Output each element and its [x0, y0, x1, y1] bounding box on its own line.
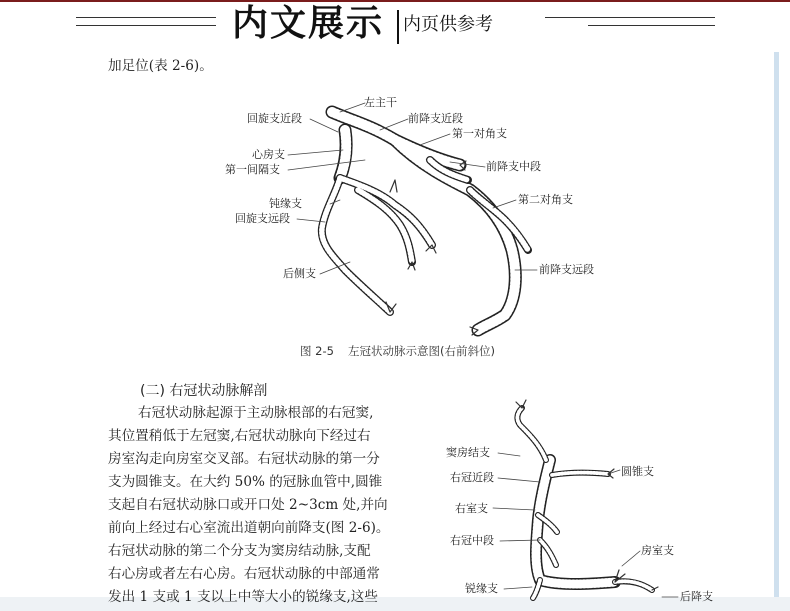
label-rca-middle: 右冠中段 [450, 534, 494, 547]
label-conus: 圆锥支 [621, 465, 654, 478]
label-left-main: 左主干 [364, 96, 397, 109]
body-line: 右冠状动脉起源于主动脉根部的右冠窦, [138, 405, 374, 421]
label-rca-proximal: 右冠近段 [450, 471, 494, 484]
top-text-line: 加足位(表 2-6)。 [108, 58, 213, 74]
label-circumflex-proximal: 回旋支近段 [247, 112, 302, 125]
body-line: 支为圆锥支。在大约 50% 的冠脉血管中,圆锥 [108, 474, 383, 490]
figure1-caption-text: 左冠状动脉示意图(右前斜位) [347, 344, 495, 358]
body-line: 发出 1 支或 1 支以上中等大小的锐缘支,这些 [108, 589, 378, 605]
header-title: 内文展示 [232, 3, 385, 44]
label-first-diagonal: 第一对角支 [452, 127, 507, 140]
section-heading: (二) 右冠状动脉解剖 [140, 383, 268, 399]
label-posterior-desc: 后降支 [680, 590, 713, 603]
label-left-atrial: 心房支 [252, 148, 285, 161]
figure1-caption-number: 图 2-5 [300, 344, 334, 358]
label-lad-middle: 前降支中段 [486, 160, 541, 173]
label-rv-branch: 右室支 [455, 502, 488, 515]
label-posterolateral: 后侧支 [283, 267, 316, 280]
label-circumflex-distal: 回旋支远段 [235, 212, 290, 225]
label-av-node: 房室支 [641, 544, 674, 557]
label-lad-proximal: 前降支近段 [408, 112, 463, 125]
label-second-diagonal: 第二对角支 [518, 193, 573, 206]
label-acute-marginal: 锐缘支 [465, 582, 498, 595]
label-obtuse-marginal: 钝缘支 [269, 197, 302, 210]
body-line: 其位置稍低于左冠窦,右冠状动脉向下经过右 [108, 428, 371, 444]
body-line: 右冠状动脉的第二个分支为窦房结动脉,支配 [108, 543, 371, 559]
label-first-septal: 第一间隔支 [225, 163, 280, 176]
label-sa-node: 窦房结支 [446, 446, 490, 459]
label-lad-distal: 前降支远段 [539, 263, 594, 276]
body-line: 房室沟走向房室交叉部。右冠状动脉的第一分 [108, 451, 380, 467]
header-subtitle: 内页供参考 [403, 14, 493, 35]
body-line: 前向上经过右心室流出道朝向前降支(图 2-6)。 [108, 520, 390, 536]
body-line: 支起自右冠状动脉口或开口处 2~3cm 处,并向 [108, 497, 388, 513]
body-line: 右心房或者左右心房。右冠状动脉的中部通常 [108, 566, 380, 582]
